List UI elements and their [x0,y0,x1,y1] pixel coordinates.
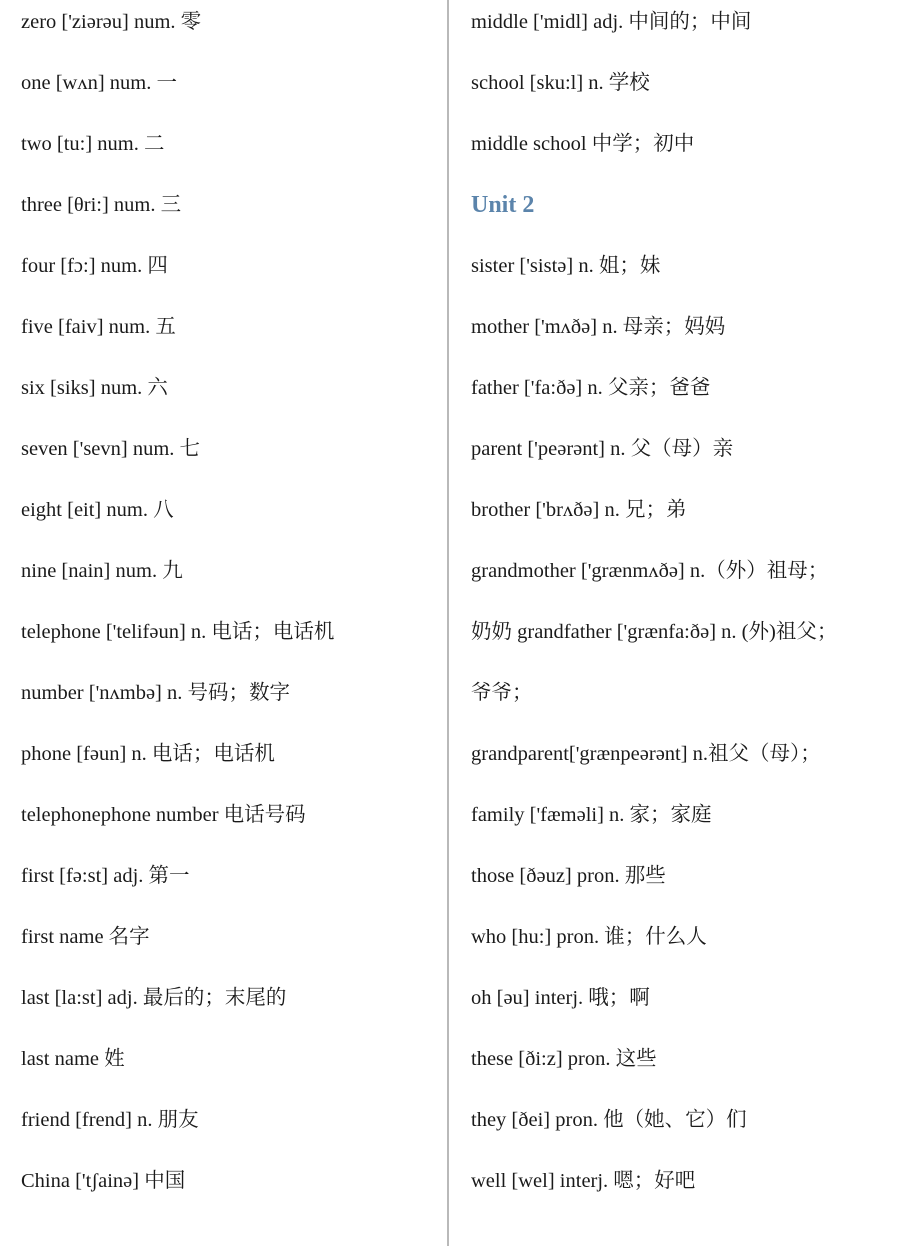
word-entry: first name 名字 [21,926,150,948]
word-entry: three [θri:] num. 三 [21,194,182,216]
word-entry: oh [əu] interj. 哦；啊 [471,987,650,1009]
word-entry: telephone ['telifəun] n. 电话；电话机 [21,621,335,643]
word-entry: five [faiv] num. 五 [21,316,176,338]
word-entry: last [la:st] adj. 最后的；末尾的 [21,987,287,1009]
word-entry: one [wʌn] num. 一 [21,72,178,94]
word-entry: mother ['mʌðə] n. 母亲；妈妈 [471,316,726,338]
column-divider [447,0,449,1246]
word-entry: well [wel] interj. 嗯；好吧 [471,1170,696,1192]
word-entry: middle ['midl] adj. 中间的；中间 [471,11,752,33]
word-entry: grandmother ['grænmʌðə] n.（外）祖母； [471,560,829,582]
word-entry: last name 姓 [21,1048,125,1070]
word-entry: China ['tʃainə] 中国 [21,1170,186,1192]
word-entry: eight [eit] num. 八 [21,499,174,521]
word-entry: 爷爷； [471,682,533,704]
word-entry: number ['nʌmbə] n. 号码；数字 [21,682,291,704]
word-entry: zero ['ziərəu] num. 零 [21,11,202,33]
word-entry: father ['fa:ðə] n. 父亲；爸爸 [471,377,711,399]
word-entry: friend [frend] n. 朋友 [21,1109,199,1131]
word-entry: seven ['sevn] num. 七 [21,438,201,460]
word-entry: those [ðəuz] pron. 那些 [471,865,666,887]
word-entry: four [fɔ:] num. 四 [21,255,168,277]
word-entry: middle school 中学；初中 [471,133,695,155]
word-entry: parent ['peərənt] n. 父（母）亲 [471,438,734,460]
word-entry: telephonephone number 电话号码 [21,804,306,826]
word-entry: two [tu:] num. 二 [21,133,165,155]
word-entry: brother ['brʌðə] n. 兄；弟 [471,499,687,521]
word-entry: they [ðei] pron. 他（她、它）们 [471,1109,747,1131]
word-entry: first [fə:st] adj. 第一 [21,865,190,887]
word-entry: six [siks] num. 六 [21,377,168,399]
word-entry: sister ['sistə] n. 姐；妹 [471,255,661,277]
word-entry: 奶奶 grandfather ['grænfa:ðə] n. (外)祖父； [471,621,838,643]
word-entry: grandparent['grænpeərənt] n.祖父（母）； [471,743,821,765]
word-entry: family ['fæməli] n. 家；家庭 [471,804,712,826]
word-entry: school [sku:l] n. 学校 [471,72,650,94]
unit-heading: Unit 2 [471,192,535,218]
word-entry: these [ði:z] pron. 这些 [471,1048,657,1070]
word-entry: phone [fəun] n. 电话；电话机 [21,743,275,765]
word-entry: who [hu:] pron. 谁；什么人 [471,926,707,948]
word-entry: nine [nain] num. 九 [21,560,183,582]
